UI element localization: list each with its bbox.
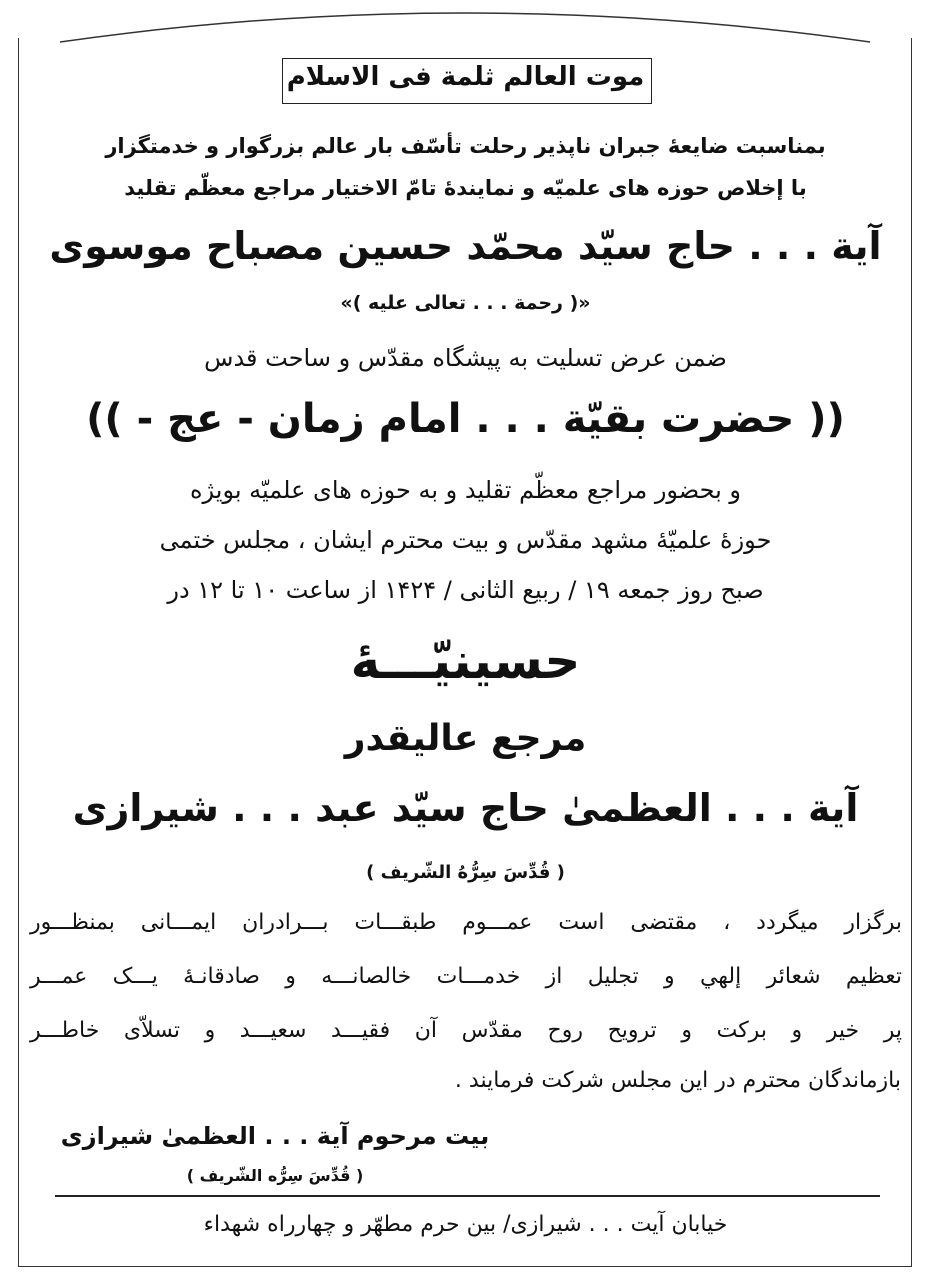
- venue-person: آیة . . . العظمیٰ حاج سیّد عبد . . . شیرازی: [72, 786, 859, 830]
- venue-blessing: ( قُدِّسَ سِرُّهُ الشّریف ): [366, 862, 565, 883]
- body-line-3: پر خیر و برکت و ترویح روح مقدّس آن فقیـــد سعیـــد و تسلاّی خاطـــر: [30, 1018, 902, 1043]
- body-line-1: برگزار میگردد ، مقتضی است عمـــوم طبقـــات بـــرادران ایمـــانی بمنظـــور: [30, 910, 902, 935]
- signature-blessing: ( قُدِّسَ سِرُّه الشّریف ): [186, 1166, 364, 1185]
- intro-line-2: با إخلاص حوزه های علمیّه و نمایندۀ تامّ الاختیار مراجع معظّم تقلید: [124, 176, 807, 200]
- footer-divider: [55, 1195, 880, 1197]
- ceremony-line-3: صبح روز جمعه ۱۹ / ربیع الثانی / ۱۴۲۴ از ساعت ۱۰ تا ۱۲ در: [167, 576, 764, 604]
- ceremony-line-2: حوزۀ علمیّۀ مشهد مقدّس و بیت محترم ایشان ، مجلس ختمی: [159, 526, 772, 554]
- body-line-2: تعظیم شعائر إلهي و تجلیل از خدمـــات خالصانـــه و صادقانـۀ یـــک عمـــر: [30, 964, 902, 989]
- deceased-name: آیة . . . حاج سیّد محمّد حسین مصباح موسوی: [49, 224, 882, 268]
- condolence-line: ضمن عرض تسلیت به پیشگاه مقدّس و ساحت قدس: [204, 344, 727, 372]
- signature-name: بیت مرحوم آیة . . . العظمیٰ شیرازی: [60, 1122, 490, 1150]
- deceased-blessing: «( رحمة . . . تعالى علیه )»: [340, 292, 591, 314]
- ceremony-line-1: و بحضور مراجع معظّم تقلید و به حوزه های علمیّه بویژه: [189, 476, 742, 504]
- intro-line-1: بمناسبت ضایعۀ جبران ناپذیر رحلت تأسّف بار عالم بزرگوار و خدمتگزار: [105, 134, 826, 158]
- body-line-4: بازماندگان محترم در این مجلس شرکت فرمایند .: [454, 1068, 901, 1093]
- imam-title: (( حضرت بقیّة . . . امام زمان - عج - )): [86, 396, 845, 442]
- footer-address: خیابان آیت . . . شیرازی/ بین حرم مطهّر و چهارراه شهداء: [203, 1212, 728, 1237]
- header-title: موت العالم ثلمة فی الاسلام: [286, 62, 645, 92]
- venue-subtitle: مرجع عالیقدر: [344, 718, 587, 759]
- venue-name: حسینیّـــۀ: [350, 632, 581, 690]
